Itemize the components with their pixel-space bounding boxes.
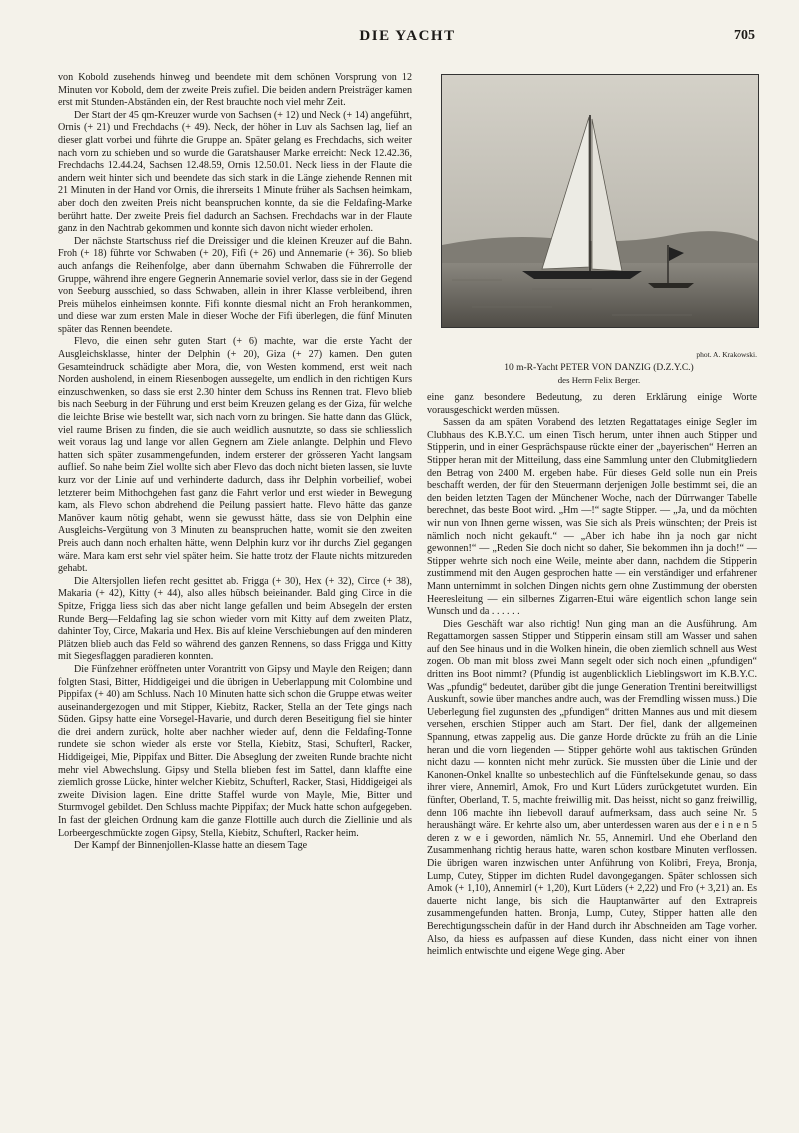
figure xyxy=(441,74,757,385)
photo-credit: phot. A. Krakowski. xyxy=(696,350,757,359)
yacht-photo xyxy=(441,74,759,328)
right-column xyxy=(427,392,757,1097)
paragraph: eine ganz besondere Bedeutung, zu deren Erklärung einige Worte vorausgeschickt werden müssen. xyxy=(427,392,757,416)
figure-caption xyxy=(441,362,757,386)
paragraph: von Kobold zusehends hinweg und beendete mit dem schönen Vorsprung von 12 Minuten vor Kobold, dem der zweite Preis zufiel. Die beiden andern Preisträger kamen erst mit Stunden-Abständen ein, der Rest brauchte noch viel mehr Zeit. xyxy=(58,72,412,109)
paragraph: Die Altersjollen liefen recht gesittet ab. Frigga (+ 30), Hex (+ 32), Circe (+ 38), Makaria (+ 42), Kitty (+ 44), also alles hübsch beieinander. Bald ging Circe in die Spitze, Frigga liess sich das aber nicht lange gefallen und beim Absegeln der ersten Runde Berg—Feldafing lag sie schon wieder vorn mit Kitty auf dem zweiten Platz, dahinter Toy, Circe, Makaria und Hex. Bis auf kleine Verschiebungen auf den minderen Plätzen blieb auch das Feld so während des ganzen Rennens, so dass Frigga und Kitty mit Siegesflaggen paradieren konnten. xyxy=(58,575,412,663)
page-number: 705 xyxy=(734,28,755,43)
caption-owner: des Herrn Felix Berger. xyxy=(557,375,641,385)
paragraph: Flevo, die einen sehr guten Start (+ 6) machte, war die erste Yacht der Ausgleichsklasse, hinter der Delphin (+ 20), Giza (+ 27) kamen. Den guten Gesamteindruck schädigte aber Mora, die, von Westen kommend, erst weit nach Norden ausholend, in einem Riesenbogen aussegelte, um endlich in den richtigen Kurs einzuschwenken, so dass sie erst 2.30 hinter dem Schuss ins Rennen trat. Flevo blieb bis nach Seeburg in der Führung und erst beim Kreuzen gelang es der Giza, für welche die leichte Brise wie bestellt war, sich nach vorn zu bringen. Sie hatte dann das Glück, viel raume Brisen zu finden, die sie auch weidlich ausnutzte, so dass sie schliesslich weit voraus lag und lange vor allen Gegnern am Ziele anlangte. Delphin und Flevo hatten sich später zusammengefunden, indem ersterer der grösseren Yacht langsam auflief. So nahe beim Ziel wollte sich aber Flevo das doch nicht bieten lassen, sie luvte kurz vor der Linie auf und verhinderte dadurch, dass ihr Delphin vorbeilief, wobei letzterer beim Mithochgehen fast ganz die Fahrt verlor und erst wieder in Bewegung kam, als Flevo schon abdrehend die Peilung passiert hatte. Flevo hätte das ganze Manöver kaum nötig gehabt, wenn sie gewusst hätte, dass sie von Delphin eine Ausgleichs-Vergütung von 3 Minuten zu beanspruchen hatte, womit sie den zweiten Preis auch dann noch erhalten hätte, wenn Delphin kurz vor ihr durchs Ziel gegangen wäre. Mara kam erst sehr viel später heim. Sie hatte trotz der Flaute nichts mitzureden gehabt. xyxy=(58,336,412,575)
left-column xyxy=(58,72,412,1097)
paragraph: Dies Geschäft war also richtig! Nun ging man an die Ausführung. Am Regattamorgen sassen Stipper und Stipperin einsam still am Wasser und sahen auf den See hinaus und in die Wolken hinein, die oben ziemlich schnell aus West zogen. Ob man mit bloss zwei Mann segelt oder sich noch einen „pfundigen“ dritten ins Boot nimmt? (Pfundig ist augenblicklich Lieblingswort im K.B.Y.C. Was „pfundig“ bedeutet, darüber gibt die junge Generation Trentini bereitwilligst Auskunft, sowie über manches andre auch, was der Fremdling wissen muss.) Die Ueberlegung fiel zugunsten des „pfundigen“ dritten Mannes aus und mit diesem versehen, erschien Stipper auch am Start. Der fiel, dank der allgemeinen Spannung, etwas zappelig aus. Die ganze Horde drückte zu früh an die Linie heran und die vorn liegenden — Stipper gehörte wohl aus taktischen Gründen nicht dazu — konnten nicht mehr zurück. Sie mussten über die Linie und der Kanonen-Onkel knallte so unbestechlich auf die Fünftelsekunde genau, so dass ihrer viere, Annemirl, Amok, Fro und Kurt Lüders zurückgetutet wurden. Ein fünfter, Oberland, T. 5, machte freiwillig mit. Das heisst, nicht so ganz freiwillig, denn 106 machte ihn liebevoll darauf aufmerksam, dass auch seine Nr. 5 heraushängt wäre. Er kehrte also um, aber unterdessen waren aus der e i n e n 5 deren z w e i geworden, nämlich Nr. 55, Annemirl. Und ehe Oberland den Zusammenhang richtig heraus hatte, waren schon kostbare Minuten verflossen. Die übrigen waren inzwischen unter Anführung von Kolibri, Freya, Bronja, Lump, Cutey, Stipper im dichten Rudel davongegangen. Später schlossen sich Amok (+ 1,10), Annemirl (+ 1,20), Kurt Lüders (+ 2,22) und Fro (+ 3,21) an. Es dauerte nicht lange, bis sich die Hauptanwärter auf den Extrapreis zusammengefunden hatten. Bronja, Lump, Cutey, Stipper hatten alle den Berechtigungsschein dafür in der Hand durch ihr Abschneiden am Tage vorher. Also, da hiess es aufpassen auf diese Kunden, dass nicht einer von ihnen heimlich entwischte und eigene Wege ging. Aber xyxy=(427,618,757,958)
paragraph: Der Kampf der Binnenjollen-Klasse hatte an diesem Tage xyxy=(74,840,308,852)
caption-title: 10 m-R-Yacht PETER VON DANZIG (D.Z.Y.C.) xyxy=(504,363,694,373)
paragraph: Der nächste Startschuss rief die Dreissiger und die kleinen Kreuzer auf die Bahn. Froh (+ 18) führte vor Schwaben (+ 20), Fifi (+ 26) und Annemarie (+ 36). So blieb auch anfangs die Reihenfolge, aber dann übernahm Schwaben die Führerrolle der Gruppe, während ihre engere Gegnerin Annemarie soviel verlor, dass sie in der Gegend von Seeburg ausschied, so dass Schwaben, allein in ihrer Klasse verbleibend, ihren Preis mühelos einheimsen konnte. Fifi konnte diesmal nicht an Froh herankommen, und diese war zum ersten Male in dieser Woche der Fifi überlegen, die fünf Minuten später das Rennen beendete. xyxy=(58,235,412,335)
journal-title: DIE YACHT xyxy=(359,28,456,44)
running-header xyxy=(60,28,755,54)
paragraph: Der Start der 45 qm-Kreuzer wurde von Sachsen (+ 12) und Neck (+ 14) angeführt, Ornis (+ 21) und Frechdachs (+ 49). Neck, der höher in Luv als Sachsen lag, lief an dieser glatt vorbei und führte die Gruppe an. Später gelang es Frechdachs, sich weiter nach vorn zu schieben und so wurde die Garatshauser Marke erreicht: Neck 12.42.36, Frechdachs 12.44.24, Sachsen 12.48.59, Ornis 12.50.01. Neck liess in der Flaute die andern weit hinter sich und beendete das sich stark in die Länge ziehende Rennen mit 21 Minuten in der Hand vor Ornis, die ihrerseits 1 Minute früher als Sachsen heimkam, aber doch den zweiten Preis nicht beanspruchen konnte, da sie die Feldafing-Marke berührt hatte. Der zweite Preis fiel dadurch an Sachsen. Frechdachs war in der Flaute ganz in den Nachtrab gekommen und konnte sich davon nicht wieder erholen. xyxy=(58,109,412,235)
paragraph: Die Fünfzehner eröffneten unter Vorantritt von Gipsy und Mayle den Reigen; dann folgten Stasi, Bitter, Hiddigeigei und die übrigen in Ueberlappung mit Colombine und Pippifax (+ 40) am Schluss. Nach 10 Minuten hatte sich schon die Gruppe etwas weiter auseinandergezogen und mit Stipper, Kiebitz, Racker, Stella an der Tete gings nach Süden. Gipsy hatte eine Vorsegel-Havarie, und durch deren Beseitigung fiel sie hinter die drei andern zurück, holte aber nachher wieder auf, denn die Feldafing-Tonne rundete sie schon wieder als erste vor Stella, Kiebitz, Stasi, Schufterl, Racker, Hiddigeigei, Mie, Pippifax und Bitter. Die Abseglung der zweiten Runde brachte nicht mehr viel Abwechslung. Gipsy und Stella blieben fest im Sattel, dann klaffte eine ziemlich grosse Lücke, hinter welcher Kiebitz, Schufterl, Racker, Stasi, Hiddigeigei als zweite Division lagen. Eine dritte Staffel wurde von Mayle, Mie, Bitter und Sturmvogel gebildet. Den Schluss machte Pippifax; der Muck hatte schon aufgegeben. In fast der gleichen Ordnung kam die ganze Flottille auch durch die Ziellinie und als Lorbeergeschmückte zogen Gipsy, Stella, Kiebitz, Schufterl, Racker heim. xyxy=(58,663,412,839)
sailboat-photo-image xyxy=(442,75,758,327)
paragraph: Sassen da am späten Vorabend des letzten Regattatages einige Segler im Clubhaus des K.B.Y.C. um einen Tisch herum, unter ihnen auch Stipper und Stipperin, und in einer Gesprächspause rückte einer der „bayerischen“ Herren an Stipper heran mit der Mitteilung, dass eine Sammlung unter den Clubmitgliedern den Betrag von 2400 M. ergeben habe. Für dieses Geld solle nun ein Preis beschafft werden, der für den Steuermann derjenigen Jolle bestimmt sei, die an den beiden letzten Tagen der Münchener Woche, nach der Dürrwanger Tabelle berechnet, das beste Boot wird. „Hm —!“ sagte Stipper. — „Ja, und da möchten wir nun von Ihnen gerne wissen, was Sie sich als Preis wünschten; der Preis ist nämlich noch nicht gekauft.“ — „Aber ich habe ihn ja noch gar nicht gewonnen!“ — „Reden Sie doch nicht so daher, Sie bekommen ihn ja doch!“ — Stipper wehrte sich noch eine Weile, meinte aber dann, nachdem die Stipperin zustimmend mit den Augen gesprochen hatte — ein verständiger und erfahrener Mann unternimmt in solchen Dingen nichts gern ohne Zustimmung der obersten Heeresleitung — ein silbernes Zigarren-Etui wäre eigentlich schon lange sein Wunsch und da . . . . . . xyxy=(427,417,757,618)
